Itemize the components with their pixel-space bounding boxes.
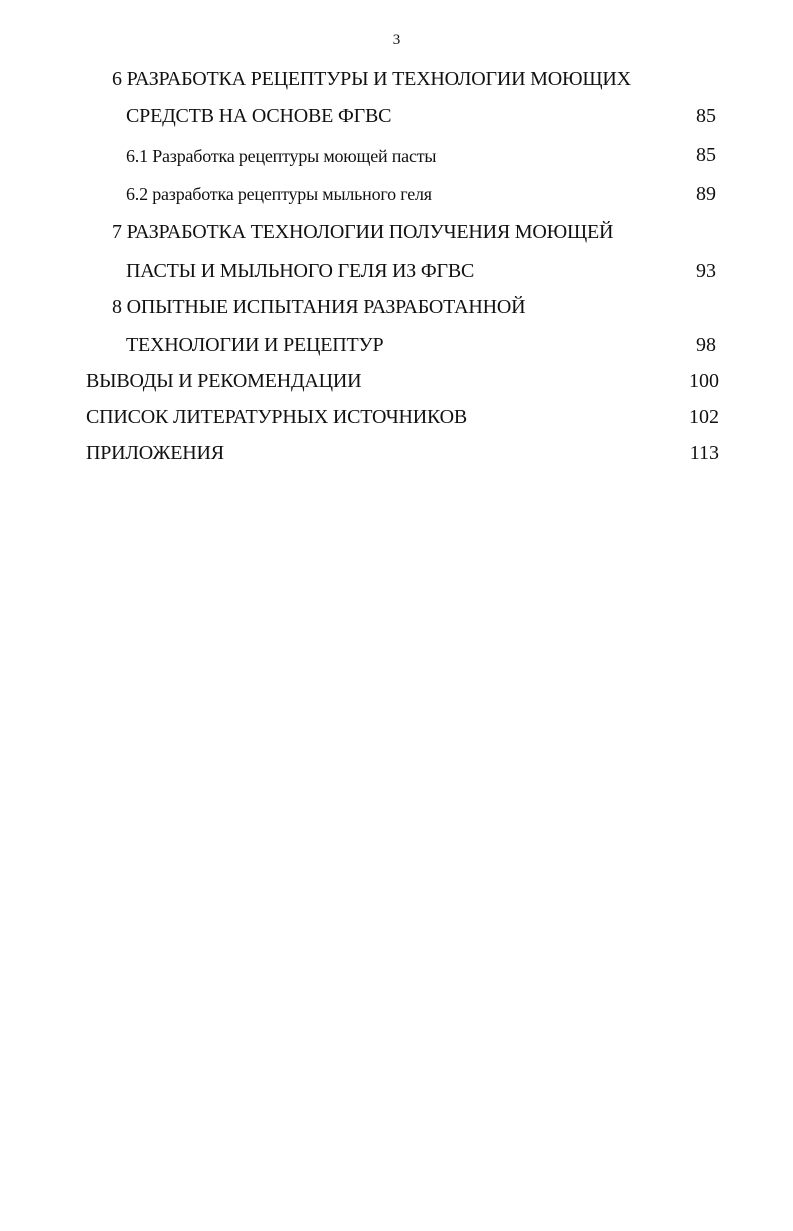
toc-section-8-title-line-1: 8 ОПЫТНЫЕ ИСПЫТАНИЯ РАЗРАБОТАННОЙ bbox=[112, 296, 526, 318]
toc-section-6-title-line-1: 6 РАЗРАБОТКА РЕЦЕПТУРЫ И ТЕХНОЛОГИИ МОЮЩИХ bbox=[112, 68, 631, 90]
toc-section-6-page: 85 bbox=[696, 105, 716, 127]
toc-section-7-title-line-2: ПАСТЫ И МЫЛЬНОГО ГЕЛЯ ИЗ ФГВС bbox=[126, 260, 475, 282]
toc-section-6-1-page: 85 bbox=[696, 144, 716, 166]
toc-appendices-page: 113 bbox=[689, 442, 719, 464]
toc-references-title: СПИСОК ЛИТЕРАТУРНЫХ ИСТОЧНИКОВ bbox=[86, 406, 468, 428]
toc-conclusions-title: ВЫВОДЫ И РЕКОМЕНДАЦИИ bbox=[86, 370, 362, 392]
page-number: 3 bbox=[392, 32, 401, 48]
toc-section-6-1-title: 6.1 Разработка рецептуры моющей пасты bbox=[126, 146, 437, 166]
toc-section-7-title-line-1: 7 РАЗРАБОТКА ТЕХНОЛОГИИ ПОЛУЧЕНИЯ МОЮЩЕЙ bbox=[112, 221, 614, 243]
toc-section-8-title-line-2: ТЕХНОЛОГИИ И РЕЦЕПТУР bbox=[126, 334, 384, 356]
toc-references-page: 102 bbox=[689, 406, 719, 428]
toc-section-6-2-page: 89 bbox=[696, 183, 716, 205]
toc-conclusions-page: 100 bbox=[689, 370, 719, 392]
toc-section-7-page: 93 bbox=[696, 260, 716, 282]
toc-appendices-title: ПРИЛОЖЕНИЯ bbox=[86, 442, 224, 464]
toc-section-6-title-line-2: СРЕДСТВ НА ОСНОВЕ ФГВС bbox=[126, 105, 392, 127]
toc-section-8-page: 98 bbox=[696, 334, 716, 356]
toc-section-6-2-title: 6.2 разработка рецептуры мыльного геля bbox=[126, 184, 432, 204]
